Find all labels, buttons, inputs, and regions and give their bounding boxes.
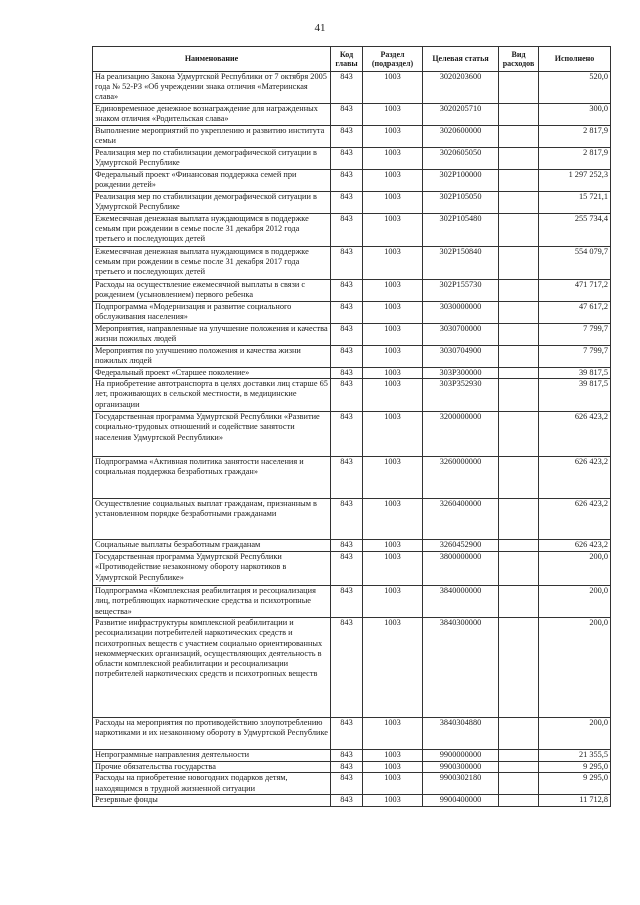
- cell-target: 3840000000: [423, 586, 499, 618]
- cell-amount: 626 423,2: [539, 540, 611, 552]
- cell-name: Расходы на осуществление ежемесячной выплаты в связи с рождением (усыновлением) первого ребенка: [93, 280, 331, 302]
- cell-type: [499, 192, 539, 214]
- cell-amount: 626 423,2: [539, 499, 611, 540]
- header-section: Раздел (подраздел): [363, 47, 423, 72]
- cell-name: Расходы на мероприятия по противодействию злоупотреблению наркотиками и их незаконному обороту в Удмуртской Республике: [93, 718, 331, 750]
- cell-amount: 200,0: [539, 618, 611, 718]
- cell-amount: 21 355,5: [539, 750, 611, 762]
- cell-name: Осуществление социальных выплат гражданам, признанным в установленном порядке безработными гражданами: [93, 499, 331, 540]
- cell-name: Ежемесячная денежная выплата нуждающимся в поддержке семьям при рождении в семье после 31 декабря 2017 года третьего и последующих детей: [93, 247, 331, 280]
- cell-target: 3800000000: [423, 552, 499, 586]
- cell-type: [499, 457, 539, 499]
- cell-name: Федеральный проект «Финансовая поддержка семей при рождении детей»: [93, 170, 331, 192]
- cell-name: Единовременное денежное вознаграждение для награжденных знаком отличия «Родительская слава»: [93, 104, 331, 126]
- cell-section: 1003: [363, 247, 423, 280]
- cell-target: 3020605050: [423, 148, 499, 170]
- cell-target: 302P150840: [423, 247, 499, 280]
- cell-section: 1003: [363, 618, 423, 718]
- cell-amount: 15 721,1: [539, 192, 611, 214]
- cell-type: [499, 540, 539, 552]
- cell-name: Мероприятия по улучшению положения и качества жизни пожилых людей: [93, 346, 331, 368]
- cell-type: [499, 718, 539, 750]
- cell-code: 843: [331, 750, 363, 762]
- cell-amount: 47 617,2: [539, 302, 611, 324]
- cell-amount: 11 712,8: [539, 795, 611, 806]
- cell-amount: 520,0: [539, 72, 611, 104]
- cell-type: [499, 214, 539, 247]
- cell-amount: 7 799,7: [539, 324, 611, 346]
- table-row: [93, 280, 611, 302]
- cell-type: [499, 379, 539, 412]
- cell-name: Государственная программа Удмуртской Республики «Развитие социально-трудовых отношений и содействие занятости населения Удмуртской Республики»: [93, 412, 331, 457]
- table-row: [93, 346, 611, 368]
- table-row: [93, 324, 611, 346]
- cell-name: Реализация мер по стабилизации демографической ситуации в Удмуртской Республике: [93, 192, 331, 214]
- header-target: Целевая статья: [423, 47, 499, 72]
- cell-section: 1003: [363, 795, 423, 806]
- cell-section: 1003: [363, 324, 423, 346]
- cell-name: Ежемесячная денежная выплата нуждающимся в поддержке семьям при рождении в семье после 31 декабря 2012 года третьего и последующих детей: [93, 214, 331, 247]
- cell-amount: 1 297 252,3: [539, 170, 611, 192]
- cell-target: 3020203600: [423, 72, 499, 104]
- cell-name: Развитие инфраструктуры комплексной реабилитации и ресоциализации потребителей наркотических средств и психотропных веществ с участием социально ориентированных некоммерческих организаций, осуществляющих деятельность в области комплексной реабилитации и ресоциализации потребителей наркотических средств и психотропных веществ: [93, 618, 331, 718]
- table-row: [93, 368, 611, 379]
- cell-code: 843: [331, 457, 363, 499]
- cell-target: 302P105050: [423, 192, 499, 214]
- cell-type: [499, 762, 539, 773]
- cell-code: 843: [331, 192, 363, 214]
- cell-code: 843: [331, 346, 363, 368]
- cell-target: 302P155730: [423, 280, 499, 302]
- cell-section: 1003: [363, 750, 423, 762]
- cell-type: [499, 552, 539, 586]
- header-amount: Исполнено: [539, 47, 611, 72]
- cell-type: [499, 773, 539, 795]
- table-row: [93, 762, 611, 773]
- cell-target: 3020205710: [423, 104, 499, 126]
- cell-type: [499, 618, 539, 718]
- cell-section: 1003: [363, 346, 423, 368]
- cell-code: 843: [331, 718, 363, 750]
- cell-amount: 2 817,9: [539, 126, 611, 148]
- cell-name: Социальные выплаты безработным гражданам: [93, 540, 331, 552]
- table-row: [93, 302, 611, 324]
- cell-section: 1003: [363, 72, 423, 104]
- cell-code: 843: [331, 280, 363, 302]
- cell-amount: 626 423,2: [539, 457, 611, 499]
- cell-code: 843: [331, 302, 363, 324]
- cell-target: 3260000000: [423, 457, 499, 499]
- cell-code: 843: [331, 247, 363, 280]
- cell-name: Федеральный проект «Старшее поколение»: [93, 368, 331, 379]
- header-name: Наименование: [93, 47, 331, 72]
- cell-type: [499, 412, 539, 457]
- cell-code: 843: [331, 148, 363, 170]
- cell-type: [499, 170, 539, 192]
- cell-type: [499, 324, 539, 346]
- cell-section: 1003: [363, 148, 423, 170]
- table-row: [93, 214, 611, 247]
- cell-type: [499, 346, 539, 368]
- cell-code: 843: [331, 104, 363, 126]
- table-row: [93, 618, 611, 718]
- cell-target: 3260452900: [423, 540, 499, 552]
- cell-code: 843: [331, 412, 363, 457]
- cell-code: 843: [331, 773, 363, 795]
- cell-section: 1003: [363, 718, 423, 750]
- cell-name: Подпрограмма «Активная политика занятости населения и социальная поддержка безработных граждан»: [93, 457, 331, 499]
- table-row: [93, 552, 611, 586]
- cell-target: 3030704900: [423, 346, 499, 368]
- cell-code: 843: [331, 499, 363, 540]
- cell-section: 1003: [363, 499, 423, 540]
- table-row: [93, 72, 611, 104]
- cell-amount: 7 799,7: [539, 346, 611, 368]
- cell-name: На реализацию Закона Удмуртской Республики от 7 октября 2005 года № 52-РЗ «Об учреждении знака отличия «Материнская слава»: [93, 72, 331, 104]
- cell-section: 1003: [363, 170, 423, 192]
- table-row: [93, 457, 611, 499]
- cell-name: Выполнение мероприятий по укреплению и развитию института семьи: [93, 126, 331, 148]
- cell-section: 1003: [363, 540, 423, 552]
- cell-amount: 200,0: [539, 718, 611, 750]
- cell-code: 843: [331, 586, 363, 618]
- cell-amount: 255 734,4: [539, 214, 611, 247]
- table-row: [93, 499, 611, 540]
- table-row: [93, 148, 611, 170]
- cell-code: 843: [331, 552, 363, 586]
- header-code: Код главы: [331, 47, 363, 72]
- cell-amount: 300,0: [539, 104, 611, 126]
- table-body: [93, 72, 611, 807]
- cell-section: 1003: [363, 457, 423, 499]
- cell-target: 3260400000: [423, 499, 499, 540]
- cell-type: [499, 750, 539, 762]
- cell-section: 1003: [363, 280, 423, 302]
- table-header-row: [93, 47, 611, 72]
- cell-type: [499, 104, 539, 126]
- cell-amount: 471 717,2: [539, 280, 611, 302]
- table-row: [93, 126, 611, 148]
- header-type: Вид расходов: [499, 47, 539, 72]
- cell-target: 3030000000: [423, 302, 499, 324]
- cell-target: 9900302180: [423, 773, 499, 795]
- table-row: [93, 586, 611, 618]
- table-row: [93, 540, 611, 552]
- cell-target: 3020600000: [423, 126, 499, 148]
- cell-type: [499, 126, 539, 148]
- cell-code: 843: [331, 618, 363, 718]
- cell-type: [499, 368, 539, 379]
- cell-amount: 9 295,0: [539, 773, 611, 795]
- cell-code: 843: [331, 795, 363, 806]
- cell-amount: 200,0: [539, 586, 611, 618]
- cell-target: 3030700000: [423, 324, 499, 346]
- cell-amount: 39 817,5: [539, 379, 611, 412]
- table-row: [93, 379, 611, 412]
- cell-code: 843: [331, 72, 363, 104]
- page-number: 41: [314, 22, 326, 34]
- cell-amount: 626 423,2: [539, 412, 611, 457]
- table-row: [93, 750, 611, 762]
- cell-section: 1003: [363, 104, 423, 126]
- cell-type: [499, 247, 539, 280]
- cell-name: Реализация мер по стабилизации демографической ситуации в Удмуртской Республике: [93, 148, 331, 170]
- cell-section: 1003: [363, 302, 423, 324]
- cell-name: Прочие обязательства государства: [93, 762, 331, 773]
- cell-type: [499, 302, 539, 324]
- table-row: [93, 170, 611, 192]
- cell-target: 9900300000: [423, 762, 499, 773]
- cell-code: 843: [331, 379, 363, 412]
- budget-execution-table: [92, 46, 611, 807]
- table-row: [93, 795, 611, 806]
- table-row: [93, 718, 611, 750]
- table-row: [93, 104, 611, 126]
- cell-name: Подпрограмма «Комплексная реабилитация и ресоциализация лиц, потребляющих наркотические средства и психотропные вещества»: [93, 586, 331, 618]
- cell-section: 1003: [363, 773, 423, 795]
- cell-target: 3200000000: [423, 412, 499, 457]
- cell-section: 1003: [363, 368, 423, 379]
- cell-amount: 9 295,0: [539, 762, 611, 773]
- cell-name: Резервные фонды: [93, 795, 331, 806]
- cell-name: На приобретение автотранспорта в целях доставки лиц старше 65 лет, проживающих в сельской местности, в медицинские организации: [93, 379, 331, 412]
- table-row: [93, 412, 611, 457]
- cell-code: 843: [331, 368, 363, 379]
- cell-code: 843: [331, 214, 363, 247]
- cell-section: 1003: [363, 586, 423, 618]
- cell-type: [499, 586, 539, 618]
- cell-section: 1003: [363, 552, 423, 586]
- table-row: [93, 192, 611, 214]
- cell-section: 1003: [363, 379, 423, 412]
- cell-section: 1003: [363, 214, 423, 247]
- cell-code: 843: [331, 540, 363, 552]
- cell-target: 303P300000: [423, 368, 499, 379]
- cell-target: 9900400000: [423, 795, 499, 806]
- cell-name: Государственная программа Удмуртской Республики «Противодействие незаконному обороту наркотиков в Удмуртской Республике»: [93, 552, 331, 586]
- table-row: [93, 773, 611, 795]
- cell-target: 302P105480: [423, 214, 499, 247]
- cell-code: 843: [331, 324, 363, 346]
- cell-target: 3840304880: [423, 718, 499, 750]
- cell-target: 302P100000: [423, 170, 499, 192]
- cell-code: 843: [331, 762, 363, 773]
- cell-section: 1003: [363, 412, 423, 457]
- cell-section: 1003: [363, 762, 423, 773]
- cell-type: [499, 280, 539, 302]
- cell-name: Непрограммные направления деятельности: [93, 750, 331, 762]
- cell-type: [499, 795, 539, 806]
- cell-type: [499, 148, 539, 170]
- cell-amount: 2 817,9: [539, 148, 611, 170]
- cell-amount: 200,0: [539, 552, 611, 586]
- cell-target: 9900000000: [423, 750, 499, 762]
- cell-amount: 39 817,5: [539, 368, 611, 379]
- cell-name: Мероприятия, направленные на улучшение положения и качества жизни пожилых людей: [93, 324, 331, 346]
- table-row: [93, 247, 611, 280]
- cell-type: [499, 72, 539, 104]
- cell-code: 843: [331, 126, 363, 148]
- cell-target: 303P352930: [423, 379, 499, 412]
- cell-name: Подпрограмма «Модернизация и развитие социального обслуживания населения»: [93, 302, 331, 324]
- cell-amount: 554 079,7: [539, 247, 611, 280]
- cell-type: [499, 499, 539, 540]
- cell-code: 843: [331, 170, 363, 192]
- cell-name: Расходы на приобретение новогодних подарков детям, находящимся в трудной жизненной ситуации: [93, 773, 331, 795]
- cell-section: 1003: [363, 126, 423, 148]
- cell-section: 1003: [363, 192, 423, 214]
- cell-target: 3840300000: [423, 618, 499, 718]
